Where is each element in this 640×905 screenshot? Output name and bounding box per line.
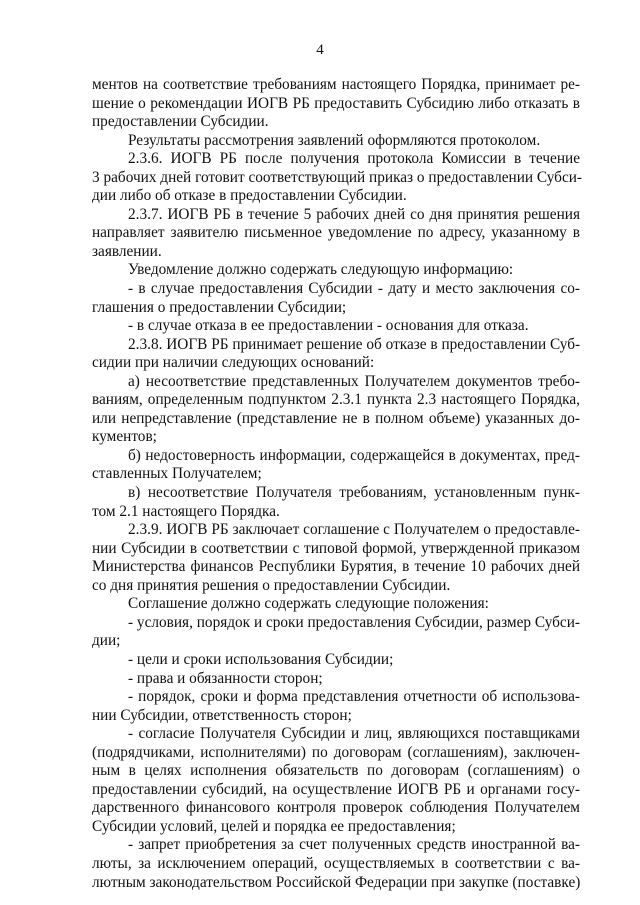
- text-line: сидии при наличии следующих оснований:: [92, 354, 375, 372]
- text-line: - в случае предоставления Субсидии - дату и место заключения со-: [128, 280, 580, 298]
- text-line: Уведомление должно содержать следующую информацию:: [128, 261, 514, 279]
- text-line: 2.3.9. ИОГВ РБ заключает соглашение с Получателем о предоставле-: [128, 521, 580, 539]
- text-line: лютным законодательством Российской Федерации при закупке (поставке): [92, 873, 581, 891]
- text-line: - права и обязанности сторон;: [128, 669, 323, 687]
- text-line: - условия, порядок и сроки предоставления Субсидии, размер Субси-: [128, 613, 580, 631]
- text-line: заявлении.: [92, 242, 162, 260]
- text-line: - порядок, сроки и форма представления отчетности об использова-: [128, 688, 580, 706]
- text-line: том 2.1 настоящего Порядка.: [92, 502, 280, 520]
- text-line: предоставлении Субсидии.: [92, 113, 269, 131]
- text-line: - цели и сроки использования Субсидии;: [128, 650, 394, 668]
- text-line: дарственного финансового контроля проверок соблюдения Получателем: [92, 799, 580, 817]
- text-line: дии либо об отказе в предоставлении Субсидии.: [92, 187, 407, 205]
- text-line: предоставлении субсидий, на осуществление ИОГВ РБ и органами госу-: [92, 780, 580, 798]
- text-line: - согласие Получателя Субсидии и лиц, являющихся поставщиками: [128, 725, 580, 743]
- text-line: Результаты рассмотрения заявлений оформляются протоколом.: [128, 131, 541, 149]
- text-line: Субсидии условий, целей и порядка ее предоставления;: [92, 817, 456, 835]
- text-line: нии Субсидии в соответствии с типовой формой, утвержденной приказом: [92, 539, 580, 557]
- text-line: 3 рабочих дней готовит соответствующий приказ о предоставлении Субси-: [92, 168, 583, 186]
- text-line: - запрет приобретения за счет полученных средств иностранной ва-: [128, 836, 580, 854]
- text-line: ным в целях исполнения обязательств по договорам (соглашениям) о: [92, 762, 580, 780]
- document-body: [92, 76, 583, 892]
- text-line: ментов на соответствие требованиям настоящего Порядка, принимает ре-: [92, 76, 580, 93]
- text-line: направляет заявителю письменное уведомление по адресу, указанному в: [92, 224, 580, 242]
- text-line: дии;: [92, 632, 121, 650]
- text-line: (подрядчиками, исполнителями) по договорам (соглашениям), заключен-: [92, 743, 580, 761]
- text-line: б) недостоверность информации, содержащейся в документах, пред-: [128, 446, 580, 464]
- text-line: глашения о предоставлении Субсидии;: [92, 298, 347, 316]
- text-line: 2.3.7. ИОГВ РБ в течение 5 рабочих дней со дня принятия решения: [128, 205, 580, 223]
- text-line: или непредставление (представление не в полном объеме) указанных до-: [92, 409, 580, 427]
- text-line: шение о рекомендации ИОГВ РБ предоставить Субсидию либо отказать в: [92, 94, 580, 112]
- text-line: со дня принятия решения о предоставлении Субсидии.: [92, 576, 451, 594]
- text-line: 2.3.8. ИОГВ РБ принимает решение об отказе в предоставлении Суб-: [128, 335, 581, 353]
- text-line: ставленных Получателем;: [92, 465, 262, 483]
- page-number: 4: [316, 42, 324, 58]
- text-line: а) несоответствие представленных Получателем документов требо-: [128, 372, 580, 390]
- text-line: Министерства финансов Республики Бурятия, в течение 10 рабочих дней: [92, 558, 580, 576]
- text-line: 2.3.6. ИОГВ РБ после получения протокола Комиссии в течение: [128, 150, 580, 168]
- text-line: нии Субсидии, ответственность сторон;: [92, 706, 352, 724]
- text-line: Соглашение должно содержать следующие положения:: [128, 595, 489, 613]
- text-line: - в случае отказа в ее предоставлении - основания для отказа.: [128, 317, 529, 335]
- text-line: кументов;: [92, 428, 157, 446]
- text-line: в) несоответствие Получателя требованиям, установленным пунк-: [128, 484, 580, 502]
- text-line: люты, за исключением операций, осуществляемых в соответствии с ва-: [92, 854, 580, 872]
- text-line: ваниям, определенным подпунктом 2.3.1 пункта 2.3 настоящего Порядка,: [92, 391, 580, 409]
